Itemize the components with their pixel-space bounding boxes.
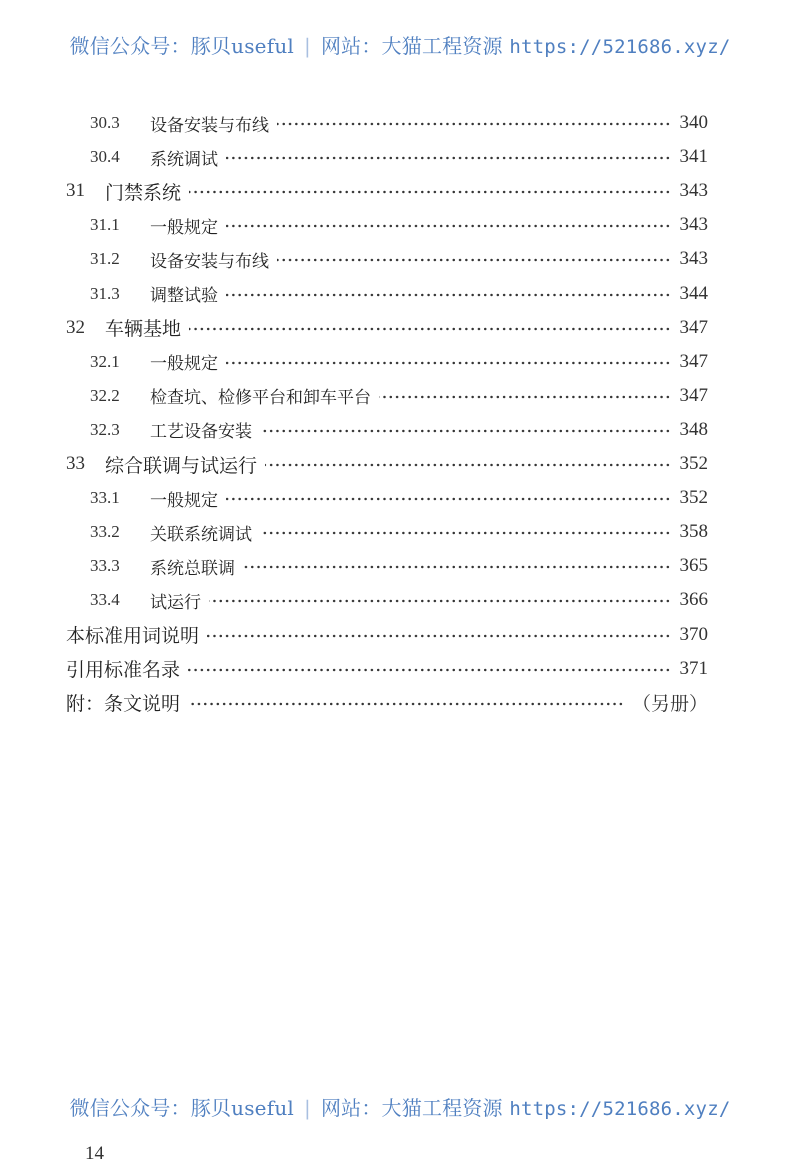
toc-entry-title: 工艺设备安装 (150, 422, 252, 443)
toc-entry[interactable] (0, 140, 800, 174)
toc-entry[interactable] (0, 618, 800, 652)
toc-entry-title: 综合联调与试运行 (105, 454, 258, 477)
watermark-site: 网站：大猫工程资源 (320, 34, 503, 58)
watermark-footer (0, 1092, 800, 1121)
toc-entry-title: 试运行 (150, 592, 201, 613)
toc-entry-title: 设备安装与布线 (150, 115, 269, 136)
toc-entry-title: 一般规定 (150, 217, 218, 238)
toc-entry-page: 343 (679, 214, 708, 236)
dot-leader (226, 361, 671, 365)
dot-leader (226, 293, 671, 297)
toc-entry[interactable] (0, 481, 800, 515)
toc-entry-title: 检查坑、检修平台和卸车平台 (150, 388, 371, 409)
watermark-separator: | (304, 34, 311, 58)
toc-entry-title: 一般规定 (150, 490, 218, 511)
toc-entry-title: 调整试验 (150, 286, 218, 306)
toc-entry[interactable] (0, 208, 800, 242)
toc-entry-page: 347 (679, 350, 708, 372)
toc-entry-number: 33 (66, 453, 85, 474)
dot-leader (207, 634, 671, 638)
toc-entry[interactable] (0, 277, 800, 311)
toc-entry-page: 352 (679, 453, 708, 474)
toc-entry-title: 附：条文说明 (66, 693, 181, 716)
toc-entry-page: 344 (679, 282, 708, 304)
toc-entry[interactable] (0, 174, 800, 208)
toc-entry-number: 32.2 (90, 385, 120, 405)
toc-entry-page: 348 (679, 418, 708, 440)
dot-leader (226, 497, 671, 501)
dot-leader (189, 190, 671, 194)
toc-entry[interactable] (0, 515, 800, 549)
toc-entry-page: （另册） (631, 694, 708, 716)
toc-entry-page: 340 (679, 112, 708, 133)
watermark-label: 微信公众号：豚贝useful (69, 1096, 294, 1120)
toc-entry[interactable] (0, 447, 800, 481)
toc-entry[interactable] (0, 549, 800, 583)
dot-leader (189, 327, 671, 331)
toc-entry-title: 门禁系统 (105, 181, 182, 204)
page-number: 14 (85, 1143, 104, 1164)
dot-leader (188, 668, 671, 672)
watermark-header (0, 30, 800, 59)
toc-entry-number: 33.4 (90, 590, 120, 610)
toc-entry-page: 352 (679, 487, 708, 509)
toc-entry-title: 一般规定 (150, 354, 218, 375)
toc-entry-page: 370 (679, 623, 708, 645)
dot-leader (209, 599, 671, 603)
toc-entry-number: 32.3 (90, 419, 120, 439)
toc-entry[interactable] (0, 652, 800, 686)
dot-leader (379, 395, 671, 399)
dot-leader (277, 258, 671, 262)
toc-entry-number: 33.1 (90, 488, 120, 508)
toc-entry-title: 本标准用词说明 (66, 625, 200, 647)
toc-entry-number: 32.1 (90, 351, 120, 371)
dot-leader (260, 531, 671, 535)
toc-entry-title: 设备安装与布线 (150, 251, 269, 272)
toc-entry-page: 347 (679, 316, 708, 338)
toc-entry-page: 347 (679, 384, 708, 406)
dot-leader (226, 156, 671, 160)
watermark-url: https://521686.xyz/ (509, 1098, 731, 1120)
toc-entry[interactable] (0, 311, 800, 345)
toc-entry-number: 31 (66, 180, 85, 202)
watermark-separator: | (304, 1096, 311, 1120)
toc-entry-page: 365 (679, 555, 708, 577)
toc-entry-page: 341 (679, 146, 708, 168)
dot-leader (243, 565, 671, 569)
toc-entry[interactable] (0, 583, 800, 617)
toc-entry-title: 车辆基地 (105, 318, 182, 341)
toc-entry-number: 32 (66, 316, 85, 338)
toc-entry-page: 343 (679, 248, 708, 270)
dot-leader (260, 429, 671, 433)
toc-entry[interactable] (0, 345, 800, 379)
toc-entry-number: 30.4 (90, 147, 120, 167)
toc-entry-number: 31.1 (90, 215, 120, 235)
dot-leader (277, 122, 671, 126)
toc-entry[interactable] (0, 379, 800, 413)
watermark-site: 网站：大猫工程资源 (320, 1096, 503, 1120)
toc-entry-title: 关联系统调试 (150, 524, 252, 545)
toc-entry[interactable] (0, 242, 800, 276)
toc-entry-title: 系统总联调 (150, 558, 235, 579)
toc-entry-title: 引用标准名录 (66, 659, 181, 682)
toc-entry-number: 33.3 (90, 556, 120, 576)
toc-entry-number: 30.3 (90, 113, 120, 132)
toc-entry-page: 343 (679, 180, 708, 202)
watermark-url: https://521686.xyz/ (509, 36, 731, 58)
toc-entry-page: 366 (679, 589, 708, 611)
toc-entry[interactable] (0, 106, 800, 140)
toc-entry-page: 371 (679, 657, 708, 679)
toc-entry-number: 31.3 (90, 283, 120, 303)
dot-leader (265, 463, 671, 467)
toc-entry[interactable] (0, 686, 800, 720)
toc-entry[interactable] (0, 413, 800, 447)
toc-entry-title: 系统调试 (150, 149, 218, 170)
watermark-label: 微信公众号：豚贝useful (69, 34, 294, 58)
toc-entry-number: 31.2 (90, 249, 120, 269)
toc-entry-number: 33.2 (90, 522, 120, 542)
dot-leader (226, 224, 671, 228)
dot-leader (188, 702, 624, 706)
toc-entry-page: 358 (679, 521, 708, 543)
